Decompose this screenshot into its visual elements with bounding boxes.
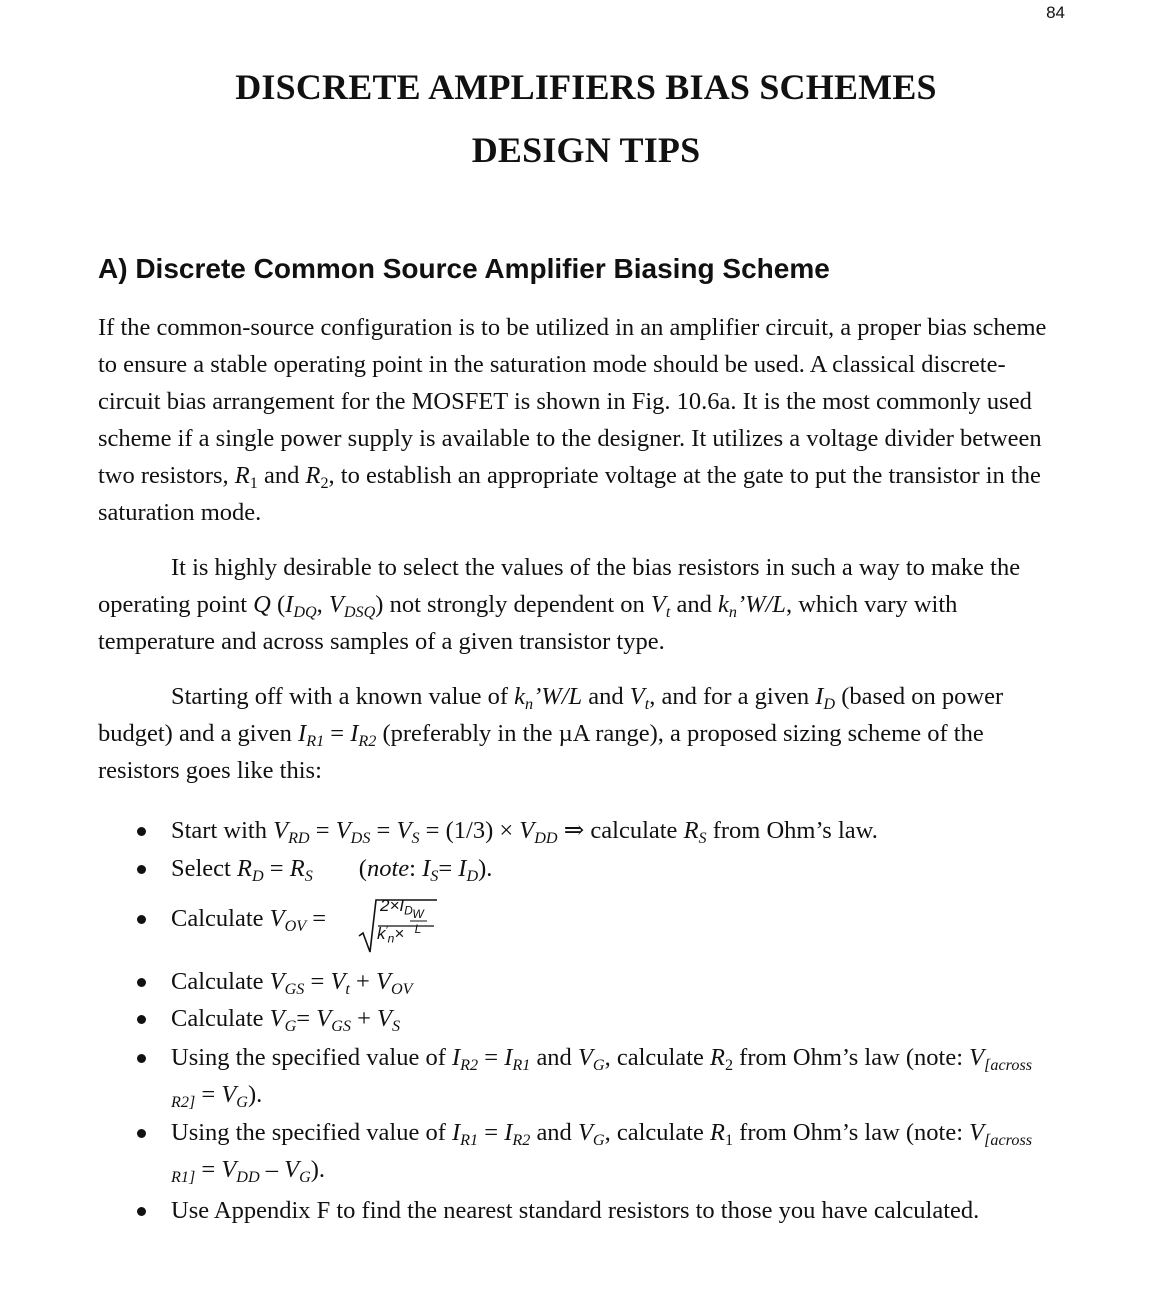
list-item: Calculate $V_{OV}$ = $2\times I_D$ $k'_n\times$ W L bbox=[171, 900, 1051, 937]
page-number: 84 bbox=[1046, 3, 1065, 22]
bullet-icon bbox=[137, 1015, 146, 1024]
vov-formula bbox=[358, 888, 438, 954]
bullet-icon bbox=[137, 978, 146, 987]
paragraph-operating-point: It is highly desirable to select the values of the bias resistors in such a way to make the operating point Q ($I_{DQ}$, $V_{DSQ}$) not strongly dependent on $V_t$ and $k_n’W/L$, which vary with temperature and across samples of a given transistor type. bbox=[98, 554, 1021, 655]
list-item: Calculate $V_G= V_{GS} + V_S$ bbox=[171, 1000, 1051, 1037]
list-item: Calculate $V_{GS} = V_t + V_{OV}$ bbox=[171, 963, 1051, 1000]
page-title-line-2: DESIGN TIPS bbox=[471, 130, 701, 170]
section-heading: A) Discrete Common Source Amplifier Biasing Scheme bbox=[98, 253, 830, 284]
list-item: Start with $V_{RD} = V_{DS} = V_S = (1/3) \times V_{DD}$ ⇒ calculate $R_S$ from Ohm’s law. bbox=[171, 812, 1051, 849]
paragraph-sizing-scheme: Starting off with a known value of $k_n’W/L$ and $V_t$, and for a given $I_D$ (based on power budget) and a given $I_{R1} = I_{R2}$ (preferably in the µA range), a proposed sizing scheme of the resistors goes like this: bbox=[98, 683, 1004, 784]
formula-numerator: $2\times I_D$ bbox=[380, 896, 413, 918]
formula-denominator: $k'_n\times$ bbox=[377, 924, 405, 946]
list-item: Use Appendix F to find the nearest standard resistors to those you have calculated. bbox=[171, 1192, 1051, 1229]
bullet-icon bbox=[137, 827, 146, 836]
paragraph-intro: If the common-source configuration is to be utilized in an amplifier circuit, a proper bias scheme to ensure a stable operating point in the saturation mode should be used. A classical discrete-circuit bias arrangement for the MOSFET is shown in Fig. 10.6a. It is the most commonly used scheme if a single power supply is available to the designer. It utilizes a voltage divider between two resistors, $R_1$ and $R_2$, to establish an appropriate voltage at the gate to put the transistor in the saturation mode. bbox=[98, 314, 1047, 526]
bullet-icon bbox=[137, 1207, 146, 1216]
bullet-icon bbox=[137, 1129, 146, 1138]
list-item: Using the specified value of $I_{R2} = I_{R1}$ and $V_G$, calculate $R_2$ from Ohm’s law (note: $V_{[across R2]} = V_G$). bbox=[171, 1039, 1051, 1113]
bullet-icon bbox=[137, 865, 146, 874]
page-title-line-1: DISCRETE AMPLIFIERS BIAS SCHEMES bbox=[235, 67, 937, 107]
bullet-icon bbox=[137, 1054, 146, 1063]
bullet-icon bbox=[137, 915, 146, 924]
list-item: Select $R_D = R_S$ (note: $I_S= I_D$). bbox=[171, 850, 1051, 887]
list-item: Using the specified value of $I_{R1} = I_{R2}$ and $V_G$, calculate $R_1$ from Ohm’s law (note: $V_{[across R1]} = V_{DD} - V_G$). bbox=[171, 1114, 1051, 1188]
formula-w-over-l: W L bbox=[412, 907, 424, 936]
